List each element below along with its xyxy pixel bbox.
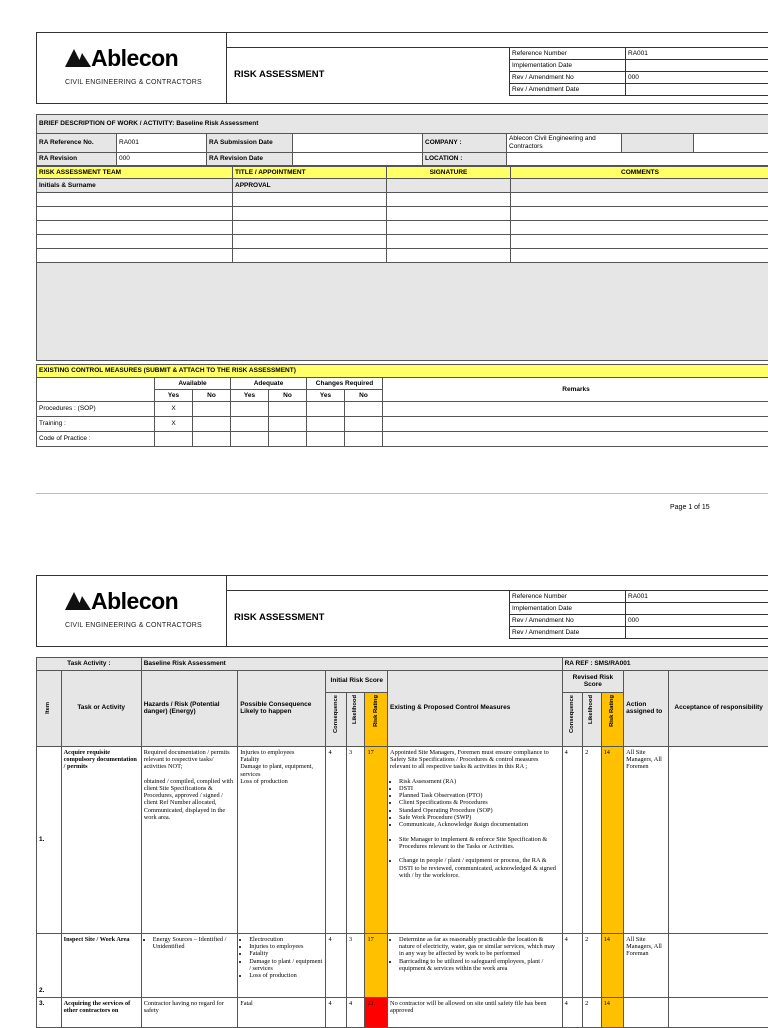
ref-label: Rev / Amendment No <box>510 72 626 84</box>
col-consequence: Possible Consequence Likely to happen <box>238 670 326 746</box>
table-row: 2. Inspect Site / Work Area • Energy Sources – Identified / Unidentified • Electrocution • Injuries to employees • Fatality • Damage to plant / equipment / services • Loss of production 4 3 17 • Determine as far as reasonably practicable the location & nature of electricity, water, gas or similar services, which may in any way be affected by work to be performed • Barricading to be utilized to safeguard employees, plant / equipment & services within the work area 4 2 14 All Site Managers, All Foreman <box>37 933 768 997</box>
company-logo <box>65 588 225 638</box>
reference-table <box>509 47 768 96</box>
controls-row: Training : X <box>37 417 768 432</box>
brief-description: BRIEF DESCRIPTION OF WORK / ACTIVITY: Baseline Risk Assessment <box>37 115 768 134</box>
ref-value <box>626 84 768 96</box>
controls-row: Code of Practice : <box>37 432 768 447</box>
blank-section <box>37 263 768 361</box>
table-row: 1. Acquire requisite compulsory documentation / permits Required documentation / permits relevant to respective tasks/ activities NOT; obtained / compiled, complied with client Site Specifications & Procedures, approved / signed / client Ref Number allocated, Communicated, displayed in the work area. Injuries to employees Fatality Damage to plant, equipment, services Loss of production 4 3 17 Appointed Site Managers, Foremen must ensure compliance to Safety Site Specifications / Procedures & control measures relevant to all respective tasks & activities in this RA ; • Risk Assessment (RA) • DSTI • Planned Task Observation (PTO) • Client Specifications & Procedures • Standard Operating Procedure (SOP) • Safe Work Procedure (SWP) • Communicate, Acknowledge &sign documentation • Site Manager to implement & enforce Site Specification & Procedures relevant to the Tasks or Activities. • Change in people / plant / equipment or process, the RA & DSTI to be reviewed, communicated, acknowledged & signed with / by the workforce. 4 2 14 All Site Managers, All Foremen <box>37 746 768 933</box>
page2-header <box>36 575 768 647</box>
page-divider <box>36 493 768 494</box>
task-activity-label: Task Activity : <box>37 658 142 671</box>
ra-revision-label: RA Revision <box>37 153 117 166</box>
ra-submission-value <box>293 134 423 153</box>
location-value <box>507 153 768 166</box>
col-controls: Existing & Proposed Control Measures <box>388 670 563 746</box>
ref-label: Rev / Amendment Date <box>510 84 626 96</box>
team-row <box>37 207 768 221</box>
ra-info-table <box>36 114 768 166</box>
adequate-header: Adequate <box>231 378 307 390</box>
team-header: SIGNATURE <box>387 167 511 179</box>
changes-required-header: Changes Required <box>307 378 383 390</box>
risk-rating-badge: 17 <box>365 746 388 933</box>
company-value: Ablecon Civil Engineering and Contractors <box>507 134 622 153</box>
page1-header <box>36 32 768 104</box>
ra-team-table <box>36 166 768 361</box>
available-header: Available <box>155 378 231 390</box>
col-item: Item <box>45 702 52 714</box>
ra-reference-value: RA001 <box>117 134 207 153</box>
document-title: RISK ASSESSMENT <box>234 612 324 623</box>
page-number: Page 1 of 15 <box>670 504 710 511</box>
control-measures-table: EXISTING CONTROL MEASURES (SUBMIT & ATTACH TO THE RISK ASSESSMENT) Available Adequate Changes Required Remarks Yes No Yes No Yes No Procedures : (SOP) X Training : X Code of Practice : <box>36 364 768 447</box>
team-header: TITLE / APPOINTMENT <box>233 167 387 179</box>
company-logo <box>65 45 225 95</box>
ablecon-logo-icon <box>65 49 91 69</box>
ref-label: Reference Number <box>510 48 626 60</box>
team-row <box>37 221 768 235</box>
risk-rating-badge: 14 <box>601 746 624 933</box>
controls-title: EXISTING CONTROL MEASURES (SUBMIT & ATTACH TO THE RISK ASSESSMENT) <box>37 365 768 378</box>
ra-revision-value: 000 <box>117 153 207 166</box>
team-subheader: APPROVAL <box>233 179 387 193</box>
ablecon-logo-icon <box>65 592 91 612</box>
ref-value <box>626 60 768 72</box>
risk-assessment-table: Task Activity : Baseline Risk Assessment RA REF : SMS/RA001 Item Task or Activity Hazards / Risk (Potential danger) (Energy) Possible Consequence Likely to happen Initial Risk Score Existing & Proposed Control Measures Revised Risk Score Action assigned to Acceptance of responsibility Consequence Likelihood Risk Rating Consequence Likelihood Risk Rating 1. Acquire requisite compulsory documentation / permits Required documentation / permits relevant to respective tasks/ activities NOT; obtained / compiled, complied with client Site Specifications & Procedures, approved / signed / client Ref Number allocated, Communicated, displayed in the work area. Injuries to employees Fatality Damage to plant, equipment, services Loss of production 4 3 17 Appointed Site Managers, Foremen must ensure compliance to Safety Site Specifications / Procedures & control measures relevant to all respective tasks & activities in this RA ; • Risk Assessment (RA) • DSTI • Planned Task Observation (PTO) • Client Specifications & Procedures • Standard Operating Procedure (SOP) • Safe Work Procedure (SWP) • Communicate, Acknowledge &sign documentation • Site Manager to implement & enforce Site Specification & Procedures relevant to the Tasks or Activities. • Change in people / plant / equipment or process, the RA & DSTI to be reviewed, communicated, acknowledged & signed with / by the workforce. 4 2 14 All Site Managers, All Foremen 2. Inspect Site / Work Area • Energy Sources – Identified / Unidentified • Electrocution • Injuries to employees • Fatality • Damage to plant / equipment / services • Loss of production 4 3 17 • Determine as far as reasonably practicable the location & nature of electricity, water, gas or similar services, which may in any way be affected by work to be performed • Barricading to be utilized to safeguard employees, plant / equipment & services within the work area 4 2 14 All Site Managers, All Foreman 3. Acquiring the services of other contractors on Contractor having no regard for safety Fatal 4 4 21 No contractor will be allowed on site until safety file has been approved 4 2 14 <box>36 657 768 1028</box>
team-header: COMMENTS <box>511 167 768 179</box>
col-action: Action assigned to <box>624 670 669 746</box>
col-hazards: Hazards / Risk (Potential danger) (Energy) <box>141 670 237 746</box>
col-acceptance: Acceptance of responsibility <box>669 670 768 746</box>
risk-rating-badge: 17 <box>365 933 388 997</box>
brand-name: Ablecon <box>91 588 178 615</box>
ra-ref: RA REF : SMS/RA001 <box>562 658 768 671</box>
team-row <box>37 235 768 249</box>
controls-row: Procedures : (SOP) X <box>37 402 768 417</box>
team-subheader: Initials & Surname <box>37 179 233 193</box>
risk-rating-badge: 14 <box>601 997 624 1027</box>
brand-subtitle: CIVIL ENGINEERING & CONTRACTORS <box>65 622 202 629</box>
col-initial-score: Initial Risk Score <box>326 670 388 692</box>
team-header: RISK ASSESSMENT TEAM <box>37 167 233 179</box>
brand-subtitle: CIVIL ENGINEERING & CONTRACTORS <box>65 79 202 86</box>
col-revised-score: Revised Risk Score <box>562 670 624 692</box>
location-label: LOCATION : <box>423 153 507 166</box>
task-activity-value: Baseline Risk Assessment <box>141 658 562 671</box>
company-label: COMPANY : <box>423 134 507 153</box>
col-task: Task or Activity <box>61 670 141 746</box>
ra-reference-label: RA Reference No. <box>37 134 117 153</box>
ra-revision-date-label: RA Revision Date <box>207 153 293 166</box>
team-row <box>37 249 768 263</box>
remarks-header: Remarks <box>383 378 768 402</box>
risk-rating-badge: 14 <box>601 933 624 997</box>
reference-table: Reference Number RA001 Implementation Date Rev / Amendment No 000 Rev / Amendment Date <box>509 590 768 639</box>
ra-submission-label: RA Submission Date <box>207 134 293 153</box>
brand-name: Ablecon <box>91 45 178 72</box>
ref-value: RA001 <box>626 48 768 60</box>
ref-label: Implementation Date <box>510 60 626 72</box>
table-row: 3. Acquiring the services of other contractors on Contractor having no regard for safety Fatal 4 4 21 No contractor will be allowed on site until safety file has been approved 4 2 14 <box>37 997 768 1027</box>
risk-rating-badge: 21 <box>365 997 388 1027</box>
ref-value: 000 <box>626 72 768 84</box>
document-title: RISK ASSESSMENT <box>234 69 324 80</box>
team-row <box>37 193 768 207</box>
